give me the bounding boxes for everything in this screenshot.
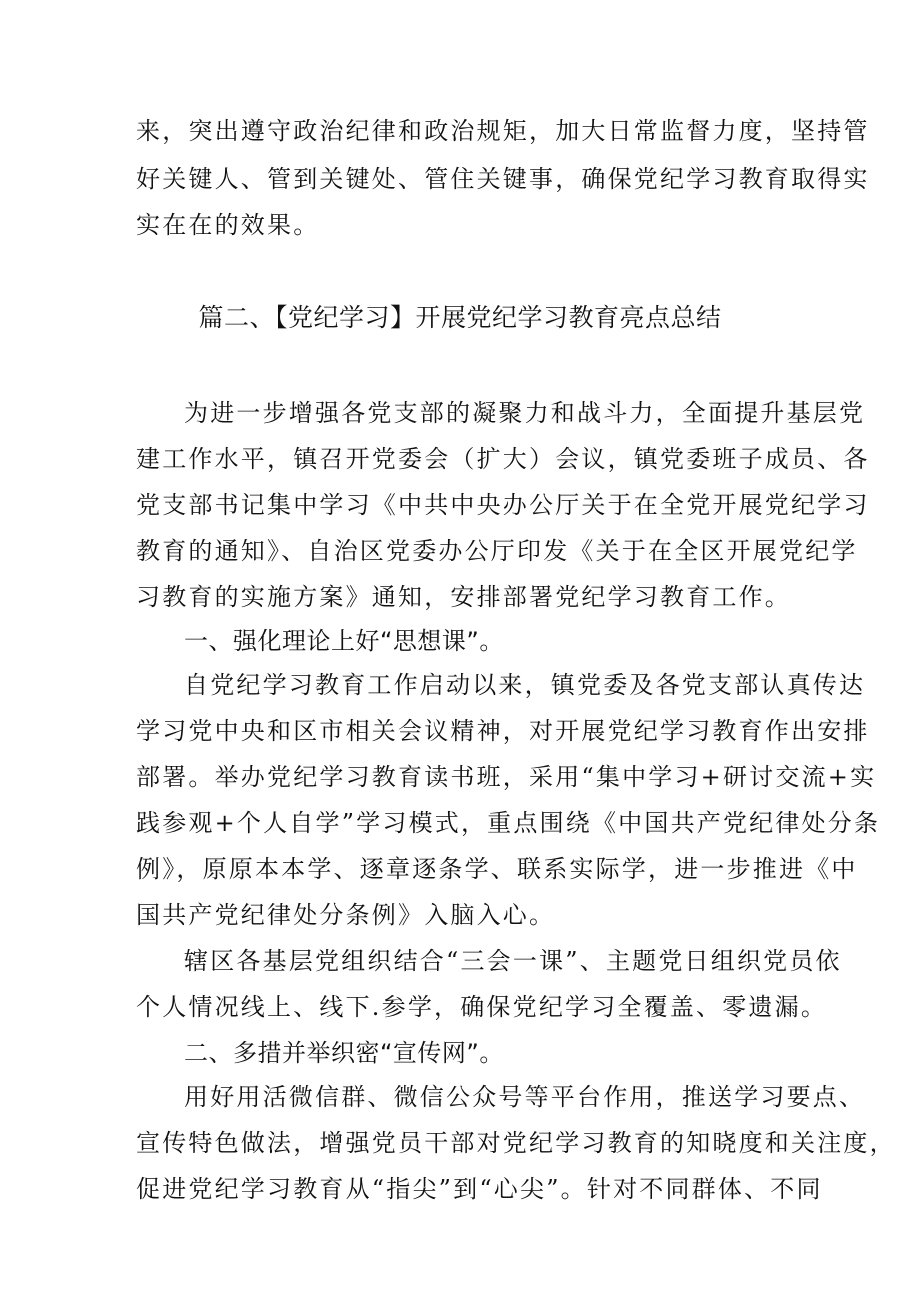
paragraph-line: 个人情况线上、线下.参学，确保党纪学习全覆盖、零遗漏。 [136,993,828,1021]
section-title: 篇二、【党纪学习】开展党纪学习教育亮点总结 [198,303,722,332]
paragraph-line: 习教育的实施方案》通知，安排部署党纪学习教育工作。 [136,583,791,611]
paragraph-line: 宣传特色做法，增强党员干部对党纪学习教育的知晓度和关注度， [136,1129,896,1157]
paragraph-line: 学习党中央和区市相关会议精神，对开展党纪学习教育作出安排 [136,717,870,745]
paragraph-line: 自党纪学习教育工作启动以来，镇党委及各党支部认真传达 [184,671,866,699]
paragraph-line: 促进党纪学习教育从“指尖”到“心尖”。针对不同群体、不同 [136,1175,823,1203]
paragraph-line: 践参观+个人自学”学习模式，重点围绕《中国共产党纪律处分条 [136,809,881,837]
paragraph-line: 建工作水平，镇召开党委会（扩大）会议，镇党委班子成员、各 [136,445,870,473]
paragraph-line: 部署。举办党纪学习教育读书班，采用“集中学习+研讨交流+实 [136,763,877,791]
paragraph-line: 辖区各基层党组织结合“三会一课”、主题党日组织党员依 [184,947,842,975]
paragraph-line: 来，突出遵守政治纪律和政治规矩，加大日常监督力度，坚持管 [136,117,870,145]
paragraph-line: 为进一步增强各党支部的凝聚力和战斗力，全面提升基层党 [184,399,866,427]
paragraph-line: 国共产党纪律处分条例》入脑入心。 [136,901,556,929]
paragraph-line: 党支部书记集中学习《中共中央办公厅关于在全党开展党纪学习 [136,491,870,519]
paragraph-line: 例》，原原本本学、逐章逐条学、联系实际学，进一步推进《中 [136,855,858,883]
paragraph-line: 好关键人、管到关键处、管住关键事，确保党纪学习教育取得实 [136,165,870,193]
paragraph-line: 教育的通知》、自治区党委办公厅印发《关于在全区开展党纪学 [136,537,858,565]
paragraph-line: 用好用活微信群、微信公众号等平台作用，推送学习要点、 [184,1083,866,1111]
paragraph-line: 实在在的效果。 [136,211,320,239]
subheading-1: 一、强化理论上好“思想课”。 [184,627,504,655]
subheading-2: 二、多措并举织密“宣传网”。 [184,1039,504,1067]
